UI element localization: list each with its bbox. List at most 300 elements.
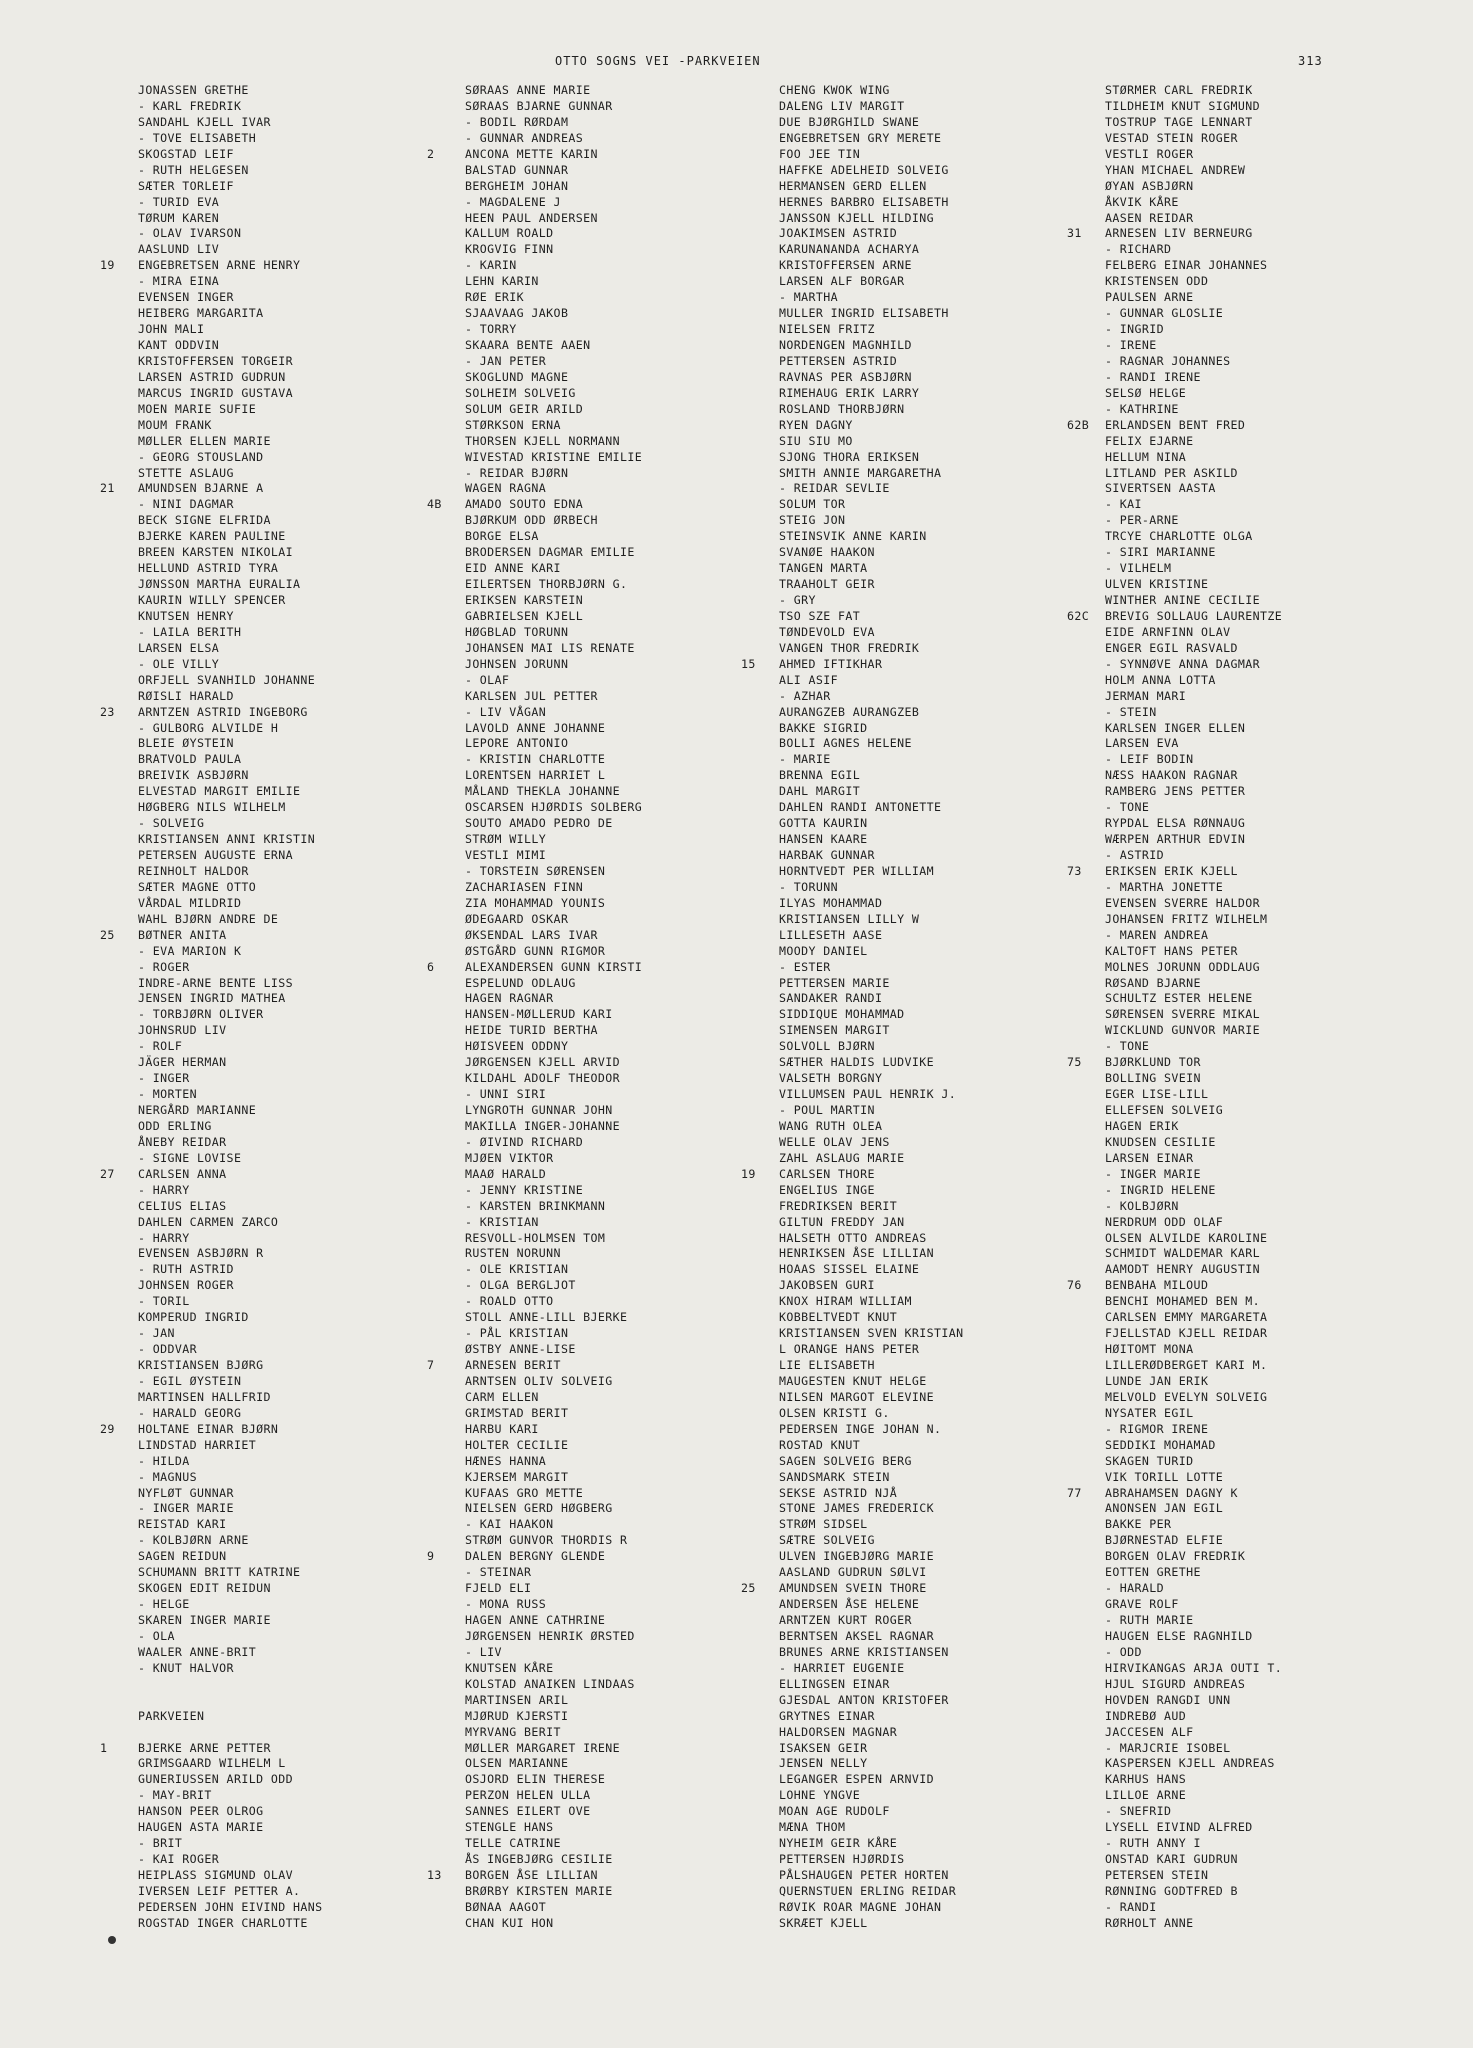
resident-name: DUE BJØRGHILD SWANE bbox=[779, 114, 920, 129]
resident-name: GILTUN FREDDY JAN bbox=[779, 1214, 905, 1229]
directory-entry bbox=[741, 545, 1101, 561]
directory-entry bbox=[100, 721, 460, 737]
directory-entry bbox=[100, 258, 460, 274]
directory-entry bbox=[1067, 434, 1427, 450]
directory-entry bbox=[1067, 752, 1427, 768]
resident-name: SCHUMANN BRITT KATRINE bbox=[138, 1565, 301, 1580]
directory-entry bbox=[1067, 211, 1427, 227]
resident-name: PEDERSEN JOHN EIVIND HANS bbox=[138, 1899, 323, 1914]
directory-entry bbox=[741, 912, 1101, 928]
resident-name: MARTINSEN ARIL bbox=[465, 1692, 569, 1707]
directory-entry bbox=[100, 1087, 460, 1103]
resident-name: ANONSEN JAN EGIL bbox=[1105, 1501, 1224, 1516]
directory-entry bbox=[100, 1454, 460, 1470]
directory-entry bbox=[1067, 1661, 1427, 1677]
directory-entry bbox=[1067, 848, 1427, 864]
resident-name: WINTHER ANINE CECILIE bbox=[1105, 593, 1260, 607]
directory-entry bbox=[100, 1916, 460, 1932]
resident-name: ØKSENDAL LARS IVAR bbox=[465, 927, 598, 942]
directory-entry bbox=[100, 131, 460, 147]
resident-name: HEIDE TURID BERTHA bbox=[465, 1023, 598, 1038]
directory-entry bbox=[427, 736, 787, 752]
directory-entry bbox=[741, 402, 1101, 418]
page-number: 313 bbox=[1298, 54, 1323, 68]
directory-entry bbox=[1067, 1486, 1427, 1502]
directory-entry bbox=[427, 1852, 787, 1868]
resident-name: PERZON HELEN ULLA bbox=[465, 1788, 591, 1803]
directory-entry bbox=[741, 529, 1101, 545]
directory-entry bbox=[427, 1326, 787, 1342]
resident-name: TILDHEIM KNUT SIGMUND bbox=[1105, 98, 1260, 113]
directory-entry bbox=[427, 1390, 787, 1406]
resident-name: - GULBORG ALVILDE H bbox=[138, 720, 279, 735]
directory-entry bbox=[741, 1741, 1101, 1757]
directory-entry bbox=[427, 705, 787, 721]
resident-name: ARNTZEN ASTRID INGEBORG bbox=[138, 704, 308, 719]
directory-entry bbox=[1067, 1167, 1427, 1183]
resident-name: JOHNSEN JORUNN bbox=[465, 656, 569, 671]
resident-name: HARBAK GUNNAR bbox=[779, 848, 875, 862]
directory-entry bbox=[100, 1183, 460, 1199]
directory-entry bbox=[100, 784, 460, 800]
directory-entry bbox=[741, 752, 1101, 768]
resident-name: LIE ELISABETH bbox=[779, 1358, 875, 1372]
directory-entry bbox=[741, 1358, 1101, 1374]
directory-entry bbox=[1067, 274, 1427, 290]
directory-entry bbox=[1067, 466, 1427, 482]
resident-name: JOHANSEN MAI LIS RENATE bbox=[465, 640, 635, 655]
directory-entry bbox=[741, 1868, 1101, 1884]
directory-entry bbox=[100, 402, 460, 418]
directory-entry bbox=[100, 1246, 460, 1262]
directory-entry bbox=[100, 976, 460, 992]
resident-name: ROGSTAD INGER CHARLOTTE bbox=[138, 1915, 308, 1930]
resident-name: STOLL ANNE-LILL BJERKE bbox=[465, 1310, 628, 1325]
directory-entry bbox=[427, 1725, 787, 1741]
directory-entry bbox=[100, 1310, 460, 1326]
resident-name: - GUNNAR GLOSLIE bbox=[1105, 306, 1224, 321]
resident-name: ØSTBY ANNE-LISE bbox=[465, 1342, 576, 1357]
house-number: 29 bbox=[100, 1421, 115, 1436]
resident-name: BREEN KARSTEN NIKOLAI bbox=[138, 545, 293, 560]
house-number: 19 bbox=[741, 1166, 756, 1181]
directory-entry bbox=[427, 1868, 787, 1884]
resident-name: ZACHARIASEN FINN bbox=[465, 879, 584, 894]
directory-entry bbox=[1067, 1852, 1427, 1868]
directory-entry bbox=[741, 163, 1101, 179]
resident-name: MJØRUD KJERSTI bbox=[465, 1708, 569, 1723]
directory-entry bbox=[1067, 545, 1427, 561]
directory-entry bbox=[1067, 179, 1427, 195]
resident-name: ESPELUND ODLAUG bbox=[465, 975, 576, 990]
directory-entry bbox=[741, 338, 1101, 354]
directory-entry bbox=[427, 1788, 787, 1804]
directory-entry bbox=[427, 354, 787, 370]
directory-entry bbox=[741, 242, 1101, 258]
resident-name: ULVEN INGEBJØRG MARIE bbox=[779, 1549, 934, 1564]
directory-entry bbox=[427, 242, 787, 258]
resident-name: JOHN MALI bbox=[138, 322, 205, 337]
directory-entry bbox=[100, 1629, 460, 1645]
resident-name: ØDEGAARD OSKAR bbox=[465, 911, 569, 926]
directory-entry bbox=[741, 418, 1101, 434]
directory-entry bbox=[100, 593, 460, 609]
resident-name: KRISTIANSEN LILLY W bbox=[779, 911, 920, 926]
directory-entry bbox=[100, 306, 460, 322]
directory-entry bbox=[1067, 1788, 1427, 1804]
directory-entry bbox=[1067, 1231, 1427, 1247]
resident-name: PÅLSHAUGEN PETER HORTEN bbox=[779, 1868, 949, 1882]
resident-name: MULLER INGRID ELISABETH bbox=[779, 306, 949, 321]
resident-name: - INGER bbox=[138, 1071, 190, 1086]
resident-name: - TONE bbox=[1105, 800, 1150, 815]
directory-entry bbox=[741, 1199, 1101, 1215]
directory-entry bbox=[1067, 258, 1427, 274]
directory-entry bbox=[741, 115, 1101, 131]
resident-name: SKRÆET KJELL bbox=[779, 1915, 868, 1930]
directory-entry bbox=[741, 1501, 1101, 1517]
resident-name: STETTE ASLAUG bbox=[138, 465, 234, 480]
directory-entry bbox=[100, 1231, 460, 1247]
resident-name: LAVOLD ANNE JOHANNE bbox=[465, 720, 606, 735]
directory-entry bbox=[427, 832, 787, 848]
resident-name: RØVIK ROAR MAGNE JOHAN bbox=[779, 1899, 942, 1914]
directory-entry bbox=[427, 944, 787, 960]
resident-name: - MARTHA JONETTE bbox=[1105, 879, 1224, 894]
resident-name: HOVDEN RANGDI UNN bbox=[1105, 1692, 1231, 1707]
directory-entry bbox=[1067, 306, 1427, 322]
resident-name: - PER-ARNE bbox=[1105, 513, 1179, 528]
directory-entry bbox=[100, 944, 460, 960]
resident-name: INDRE-ARNE BENTE LISS bbox=[138, 975, 293, 990]
directory-entry bbox=[427, 689, 787, 705]
resident-name: STEINSVIK ANNE KARIN bbox=[779, 529, 927, 544]
resident-name: NYFLØT GUNNAR bbox=[138, 1485, 234, 1500]
directory-entry bbox=[427, 545, 787, 561]
resident-name: - RUTH ASTRID bbox=[138, 1262, 234, 1277]
resident-name: LINDSTAD HARRIET bbox=[138, 1437, 257, 1452]
directory-entry bbox=[100, 1565, 460, 1581]
resident-name: STRØM WILLY bbox=[465, 832, 547, 847]
resident-name: CELIUS ELIAS bbox=[138, 1198, 227, 1213]
directory-entry bbox=[741, 641, 1101, 657]
resident-name: ENGEBRETSEN GRY MERETE bbox=[779, 130, 942, 145]
directory-entry bbox=[100, 1852, 460, 1868]
house-number: 25 bbox=[741, 1581, 756, 1596]
resident-name: - TORRY bbox=[465, 322, 517, 337]
directory-entry bbox=[741, 1055, 1101, 1071]
resident-name: LITLAND PER ASKILD bbox=[1105, 465, 1238, 480]
directory-entry bbox=[1067, 529, 1427, 545]
directory-entry bbox=[741, 1246, 1101, 1262]
resident-name: - UNNI SIRI bbox=[465, 1087, 547, 1102]
directory-entry bbox=[1067, 1836, 1427, 1852]
directory-entry bbox=[100, 1294, 460, 1310]
directory-entry bbox=[1067, 1756, 1427, 1772]
resident-name: - MARTHA bbox=[779, 290, 839, 305]
directory-entry bbox=[741, 513, 1101, 529]
resident-name: MAKILLA INGER-JOHANNE bbox=[465, 1118, 620, 1133]
resident-name: PETERSEN STEIN bbox=[1105, 1868, 1209, 1882]
resident-name: SØRAAS ANNE MARIE bbox=[465, 83, 591, 97]
resident-name: KUFAAS GRO METTE bbox=[465, 1485, 584, 1500]
resident-name: - ESTER bbox=[779, 959, 831, 974]
resident-name: - RICHARD bbox=[1105, 242, 1172, 257]
directory-entry bbox=[741, 577, 1101, 593]
house-number: 31 bbox=[1067, 226, 1082, 241]
resident-name: L ORANGE HANS PETER bbox=[779, 1342, 920, 1357]
resident-name: LEGANGER ESPEN ARNVID bbox=[779, 1772, 934, 1787]
resident-name: STEIG JON bbox=[779, 513, 846, 528]
resident-name: - INGRID bbox=[1105, 322, 1165, 337]
resident-name: EIDE ARNFINN OLAV bbox=[1105, 624, 1231, 639]
resident-name: HERMANSEN GERD ELLEN bbox=[779, 178, 927, 193]
directory-entry bbox=[427, 880, 787, 896]
directory-entry bbox=[100, 991, 460, 1007]
directory-entry bbox=[1067, 641, 1427, 657]
resident-name: LUNDE JAN ERIK bbox=[1105, 1373, 1209, 1388]
page-header bbox=[0, 54, 1473, 74]
resident-name: LEPORE ANTONIO bbox=[465, 736, 569, 751]
resident-name: MELVOLD EVELYN SOLVEIG bbox=[1105, 1389, 1268, 1404]
directory-entry bbox=[741, 1613, 1101, 1629]
directory-entry bbox=[741, 928, 1101, 944]
directory-entry bbox=[427, 752, 787, 768]
resident-name: SÆTER MAGNE OTTO bbox=[138, 879, 257, 894]
directory-entry bbox=[100, 577, 460, 593]
resident-name: - ODDVAR bbox=[138, 1342, 198, 1357]
resident-name: - MARIE bbox=[779, 752, 831, 767]
resident-name: SANDSMARK STEIN bbox=[779, 1469, 890, 1484]
directory-entry bbox=[741, 354, 1101, 370]
directory-entry bbox=[1067, 1374, 1427, 1390]
resident-name: - KARIN bbox=[465, 258, 517, 273]
resident-name: HANSEN-MØLLERUD KARI bbox=[465, 1007, 613, 1022]
directory-entry bbox=[1067, 960, 1427, 976]
resident-name: JØRGENSEN KJELL ARVID bbox=[465, 1055, 620, 1070]
directory-entry bbox=[741, 561, 1101, 577]
resident-name: HELLUND ASTRID TYRA bbox=[138, 561, 279, 576]
resident-name: - POUL MARTIN bbox=[779, 1103, 875, 1117]
resident-name: - VILHELM bbox=[1105, 561, 1172, 576]
directory-entry bbox=[1067, 1613, 1427, 1629]
directory-entry bbox=[427, 896, 787, 912]
directory-entry bbox=[100, 816, 460, 832]
resident-name: - STEIN bbox=[1105, 704, 1157, 719]
resident-name: JØNSSON MARTHA EURALIA bbox=[138, 577, 301, 592]
resident-name: LARSEN EINAR bbox=[1105, 1150, 1194, 1165]
directory-entry bbox=[741, 1231, 1101, 1247]
directory-entry bbox=[741, 1151, 1101, 1167]
resident-name: FOO JEE TIN bbox=[779, 146, 861, 161]
directory-entry bbox=[741, 195, 1101, 211]
directory-entry bbox=[100, 1661, 460, 1677]
directory-entry bbox=[427, 1916, 787, 1932]
directory-entry bbox=[427, 115, 787, 131]
directory-entry bbox=[1067, 131, 1427, 147]
resident-name: ALEXANDERSEN GUNN KIRSTI bbox=[465, 959, 643, 974]
directory-entry bbox=[100, 466, 460, 482]
directory-entry bbox=[741, 689, 1101, 705]
directory-entry bbox=[427, 1055, 787, 1071]
directory-entry bbox=[1067, 83, 1427, 99]
directory-entry bbox=[1067, 1215, 1427, 1231]
house-number: 15 bbox=[741, 656, 756, 671]
resident-name: - ROLF bbox=[138, 1039, 183, 1054]
directory-entry bbox=[1067, 1103, 1427, 1119]
directory-entry bbox=[741, 1549, 1101, 1565]
directory-entry bbox=[1067, 1470, 1427, 1486]
resident-name: SOLUM GEIR ARILD bbox=[465, 401, 584, 416]
directory-entry bbox=[1067, 147, 1427, 163]
resident-name: - TORBJØRN OLIVER bbox=[138, 1007, 264, 1022]
directory-entry bbox=[427, 131, 787, 147]
resident-name: QUERNSTUEN ERLING REIDAR bbox=[779, 1883, 957, 1898]
resident-name: KNUTSEN HENRY bbox=[138, 608, 234, 623]
column-2 bbox=[427, 83, 787, 1932]
column-4 bbox=[1067, 83, 1427, 1932]
house-number: 6 bbox=[427, 959, 435, 974]
resident-name: YHAN MICHAEL ANDREW bbox=[1105, 162, 1246, 177]
resident-name: HORNTVEDT PER WILLIAM bbox=[779, 863, 934, 878]
resident-name: - OLE KRISTIAN bbox=[465, 1262, 569, 1277]
directory-entry bbox=[741, 258, 1101, 274]
directory-entry bbox=[427, 290, 787, 306]
resident-name: AMUNDSEN BJARNE A bbox=[138, 481, 264, 496]
resident-name: BAKKE SIGRID bbox=[779, 720, 868, 735]
resident-name: MAAØ HARALD bbox=[465, 1166, 547, 1181]
directory-entry bbox=[1067, 1501, 1427, 1517]
directory-entry bbox=[427, 1645, 787, 1661]
directory-entry bbox=[741, 322, 1101, 338]
resident-name: KRISTOFFERSEN ARNE bbox=[779, 258, 912, 273]
directory-entry bbox=[100, 497, 460, 513]
resident-name: ELVESTAD MARGIT EMILIE bbox=[138, 784, 301, 799]
directory-entry bbox=[427, 848, 787, 864]
directory-entry bbox=[427, 721, 787, 737]
resident-name: BRENNA EGIL bbox=[779, 768, 861, 783]
resident-name: ENGER EGIL RASVALD bbox=[1105, 640, 1238, 655]
resident-name: GOTTA KAURIN bbox=[779, 816, 868, 831]
directory-entry bbox=[100, 418, 460, 434]
directory-entry bbox=[741, 1119, 1101, 1135]
directory-entry bbox=[427, 322, 787, 338]
directory-entry bbox=[100, 1039, 460, 1055]
directory-entry bbox=[100, 1820, 460, 1836]
directory-entry bbox=[741, 1852, 1101, 1868]
directory-entry bbox=[1067, 880, 1427, 896]
directory-entry bbox=[427, 147, 787, 163]
directory-entry bbox=[741, 1756, 1101, 1772]
directory-entry bbox=[1067, 1597, 1427, 1613]
directory-entry bbox=[427, 928, 787, 944]
directory-entry bbox=[1067, 1868, 1427, 1884]
directory-entry bbox=[427, 784, 787, 800]
resident-name: BOLLI AGNES HELENE bbox=[779, 736, 912, 751]
resident-name: BORGE ELSA bbox=[465, 529, 539, 544]
directory-entry bbox=[100, 1215, 460, 1231]
house-number: 9 bbox=[427, 1549, 435, 1564]
resident-name: KALLUM ROALD bbox=[465, 226, 554, 241]
directory-entry bbox=[100, 242, 460, 258]
resident-name: BJERKE ARNE PETTER bbox=[138, 1740, 271, 1755]
directory-entry bbox=[100, 864, 460, 880]
directory-entry bbox=[100, 1533, 460, 1549]
directory-entry bbox=[427, 1741, 787, 1757]
resident-name: - LIV bbox=[465, 1644, 502, 1659]
resident-name: KOBBELTVEDT KNUT bbox=[779, 1310, 898, 1325]
resident-name: ULVEN KRISTINE bbox=[1105, 577, 1209, 592]
directory-entry bbox=[100, 1900, 460, 1916]
directory-entry bbox=[741, 1470, 1101, 1486]
resident-name: ARNESEN BERIT bbox=[465, 1358, 561, 1372]
directory-entry bbox=[1067, 800, 1427, 816]
resident-name: SKOGSTAD LEIF bbox=[138, 146, 234, 161]
resident-name: SÆTRE SOLVEIG bbox=[779, 1533, 875, 1548]
directory-entry bbox=[1067, 497, 1427, 513]
directory-entry bbox=[427, 1135, 787, 1151]
resident-name: HELLUM NINA bbox=[1105, 449, 1187, 464]
directory-entry bbox=[741, 816, 1101, 832]
resident-name: SEDDIKI MOHAMAD bbox=[1105, 1437, 1216, 1452]
resident-name: ERLANDSEN BENT FRED bbox=[1105, 417, 1246, 432]
resident-name: JOHNSEN ROGER bbox=[138, 1278, 234, 1293]
resident-name: ERIKSEN KARSTEIN bbox=[465, 593, 584, 607]
resident-name: RØSAND BJARNE bbox=[1105, 975, 1201, 990]
directory-entry bbox=[427, 195, 787, 211]
resident-name: KRISTIANSEN BJØRG bbox=[138, 1358, 264, 1372]
resident-name: WELLE OLAV JENS bbox=[779, 1134, 890, 1149]
resident-name: - ØIVIND RICHARD bbox=[465, 1134, 584, 1149]
resident-name: PEDERSEN INGE JOHAN N. bbox=[779, 1421, 942, 1436]
resident-name: HOLTER CECILIE bbox=[465, 1437, 569, 1452]
column-1 bbox=[100, 83, 460, 1932]
resident-name: JOHNSRUD LIV bbox=[138, 1023, 227, 1038]
directory-entry bbox=[1067, 991, 1427, 1007]
directory-entry bbox=[741, 736, 1101, 752]
resident-name: OSJORD ELIN THERESE bbox=[465, 1772, 606, 1787]
resident-name: - OLA bbox=[138, 1628, 175, 1643]
resident-name: ORFJELL SVANHILD JOHANNE bbox=[138, 672, 316, 687]
house-number: 19 bbox=[100, 258, 115, 273]
resident-name: LOHNE YNGVE bbox=[779, 1788, 861, 1803]
resident-name: BLEIE ØYSTEIN bbox=[138, 736, 234, 751]
directory-entry bbox=[741, 1772, 1101, 1788]
directory-entry bbox=[427, 1836, 787, 1852]
house-number: 62B bbox=[1067, 417, 1090, 432]
directory-entry bbox=[427, 497, 787, 513]
resident-name: - JAN PETER bbox=[465, 353, 547, 368]
resident-name: - MAGDALENE J bbox=[465, 194, 561, 209]
directory-entry bbox=[100, 1549, 460, 1565]
house-number: 23 bbox=[100, 704, 115, 719]
directory-entry bbox=[427, 1262, 787, 1278]
resident-name: SÆTHER HALDIS LUDVIKE bbox=[779, 1055, 934, 1070]
directory-entry bbox=[1067, 689, 1427, 705]
directory-entry bbox=[427, 1661, 787, 1677]
resident-name: EVENSEN ASBJØRN R bbox=[138, 1246, 264, 1261]
directory-entry bbox=[100, 1103, 460, 1119]
resident-name: JANSSON KJELL HILDING bbox=[779, 210, 934, 225]
resident-name: ARNTSEN OLIV SOLVEIG bbox=[465, 1373, 613, 1388]
directory-entry bbox=[100, 705, 460, 721]
resident-name: MOEN MARIE SUFIE bbox=[138, 401, 257, 416]
directory-entry bbox=[1067, 1342, 1427, 1358]
resident-name: CARLSEN THORE bbox=[779, 1166, 875, 1181]
resident-name: BENBAHA MILOUD bbox=[1105, 1278, 1209, 1293]
resident-name: TØNDEVOLD EVA bbox=[779, 624, 875, 639]
directory-entry bbox=[741, 1725, 1101, 1741]
